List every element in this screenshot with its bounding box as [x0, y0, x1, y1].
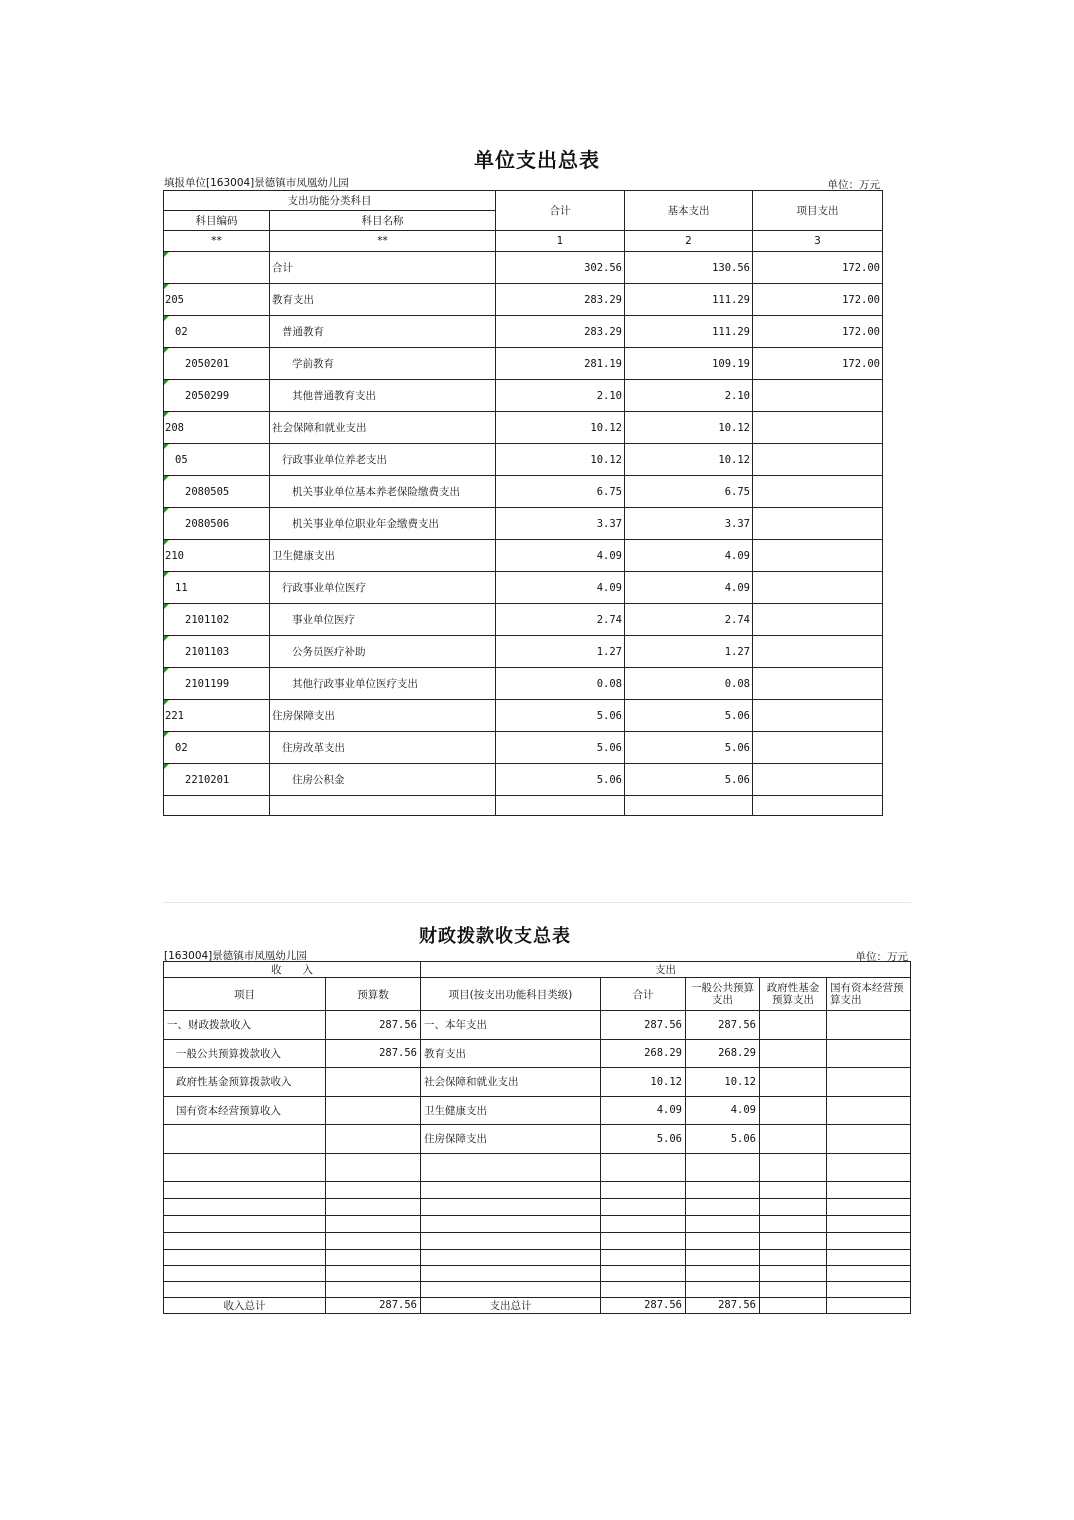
cell-income-amount [326, 1096, 421, 1125]
cell-empty [827, 1215, 911, 1232]
cell-fund [760, 1297, 827, 1313]
table-row-empty [164, 1265, 911, 1281]
cell-state [827, 1011, 911, 1040]
table-row [164, 668, 883, 700]
cell-income-amount [326, 1125, 421, 1154]
cell-code: 05 [164, 444, 270, 476]
cell-empty [760, 1281, 827, 1297]
cell-empty [326, 1153, 421, 1181]
table-row [164, 1039, 911, 1068]
table-row-empty [164, 1232, 911, 1249]
table-row-empty [164, 1249, 911, 1265]
header-general: 一般公共预算支出 [686, 978, 760, 1011]
cell-code: 2101103 [164, 636, 270, 668]
table-row [164, 284, 883, 316]
cell-empty [421, 1249, 601, 1265]
cell-state [827, 1068, 911, 1097]
expenditure-summary-table [163, 190, 883, 816]
cell-fund [760, 1068, 827, 1097]
cell-empty [753, 796, 883, 816]
cell-total: 4.09 [496, 572, 625, 604]
cell-name: 合计 [270, 252, 496, 284]
cell-fund [760, 1125, 827, 1154]
cell-income-item: 一、财政拨款收入 [164, 1011, 326, 1040]
table-row [164, 508, 883, 540]
cell-code: 11 [164, 572, 270, 604]
cell-empty [421, 1215, 601, 1232]
cell-basic: 2.74 [625, 604, 753, 636]
cell-basic: 0.08 [625, 668, 753, 700]
cell-empty [827, 1249, 911, 1265]
cell-project [753, 764, 883, 796]
header-basic: 基本支出 [625, 191, 753, 231]
cell-code: 2101199 [164, 668, 270, 700]
table-row [164, 412, 883, 444]
cell-empty [686, 1232, 760, 1249]
cell-total: 6.75 [496, 476, 625, 508]
table-row-empty [164, 1181, 911, 1198]
cell-empty [601, 1198, 686, 1215]
cell-empty [760, 1153, 827, 1181]
header-total-index: 1 [496, 231, 625, 252]
cell-expense-item: 社会保障和就业支出 [421, 1068, 601, 1097]
cell-empty [326, 1232, 421, 1249]
cell-empty [326, 1249, 421, 1265]
cell-name: 其他行政事业单位医疗支出 [270, 668, 496, 700]
cell-general: 4.09 [686, 1096, 760, 1125]
table-row [164, 572, 883, 604]
cell-project: 172.00 [753, 348, 883, 380]
cell-project [753, 444, 883, 476]
cell-empty [164, 1153, 326, 1181]
cell-project [753, 668, 883, 700]
cell-total: 2.74 [496, 604, 625, 636]
cell-basic: 4.09 [625, 572, 753, 604]
cell-empty [164, 1232, 326, 1249]
cell-basic: 4.09 [625, 540, 753, 572]
cell-total: 5.06 [496, 700, 625, 732]
header-category-group: 支出功能分类科目 [164, 191, 496, 211]
cell-basic: 1.27 [625, 636, 753, 668]
cell-basic: 130.56 [625, 252, 753, 284]
cell-total: 10.12 [601, 1068, 686, 1097]
cell-name: 住房保障支出 [270, 700, 496, 732]
cell-project [753, 700, 883, 732]
table-row [164, 540, 883, 572]
cell-total: 5.06 [601, 1125, 686, 1154]
table-row [164, 1096, 911, 1125]
cell-project [753, 540, 883, 572]
cell-empty [421, 1232, 601, 1249]
cell-state [827, 1125, 911, 1154]
cell-expense-item: 住房保障支出 [421, 1125, 601, 1154]
cell-basic: 10.12 [625, 412, 753, 444]
table1-unit-label: 单位：万元 [827, 179, 880, 191]
cell-empty [164, 1215, 326, 1232]
cell-income-amount: 287.56 [326, 1039, 421, 1068]
cell-total: 302.56 [496, 252, 625, 284]
table-footer-row [164, 1297, 911, 1313]
cell-name: 学前教育 [270, 348, 496, 380]
cell-total: 287.56 [601, 1297, 686, 1313]
cell-fund [760, 1096, 827, 1125]
cell-empty [601, 1265, 686, 1281]
cell-project [753, 380, 883, 412]
cell-total: 281.19 [496, 348, 625, 380]
cell-name: 住房公积金 [270, 764, 496, 796]
cell-empty [601, 1249, 686, 1265]
cell-income-amount [326, 1068, 421, 1097]
table-row-empty [164, 796, 883, 816]
cell-empty [496, 796, 625, 816]
header-code: 科目编码 [164, 211, 270, 231]
cell-income-item [164, 1125, 326, 1154]
cell-project [753, 572, 883, 604]
cell-empty [326, 1181, 421, 1198]
header-code-index: ** [164, 231, 270, 252]
cell-empty [760, 1215, 827, 1232]
cell-empty [827, 1153, 911, 1181]
cell-empty [421, 1281, 601, 1297]
cell-total: 1.27 [496, 636, 625, 668]
table-row [164, 700, 883, 732]
header-item: 项目 [164, 978, 326, 1011]
cell-name: 其他普通教育支出 [270, 380, 496, 412]
cell-general: 268.29 [686, 1039, 760, 1068]
cell-empty [827, 1232, 911, 1249]
cell-empty [421, 1153, 601, 1181]
table-row [164, 1068, 911, 1097]
cell-project [753, 508, 883, 540]
cell-code: 2080505 [164, 476, 270, 508]
cell-empty [326, 1215, 421, 1232]
cell-name: 行政事业单位养老支出 [270, 444, 496, 476]
cell-code: 210 [164, 540, 270, 572]
cell-income-total-label: 收入总计 [164, 1297, 326, 1313]
header-project-index: 3 [753, 231, 883, 252]
cell-income-item: 国有资本经营预算收入 [164, 1096, 326, 1125]
cell-general: 287.56 [686, 1011, 760, 1040]
cell-project: 172.00 [753, 284, 883, 316]
table1-title: 单位支出总表 [474, 148, 600, 172]
cell-empty [270, 796, 496, 816]
cell-empty [760, 1198, 827, 1215]
header-exp-item: 项目(按支出功能科目类级) [421, 978, 601, 1011]
cell-project: 172.00 [753, 252, 883, 284]
cell-total: 10.12 [496, 412, 625, 444]
header-expense: 支出 [421, 962, 911, 978]
cell-empty [686, 1265, 760, 1281]
table-row [164, 444, 883, 476]
table-row [164, 252, 883, 284]
cell-income-total: 287.56 [326, 1297, 421, 1313]
cell-fund [760, 1039, 827, 1068]
cell-basic: 5.06 [625, 700, 753, 732]
cell-empty [625, 796, 753, 816]
table-row-empty [164, 1198, 911, 1215]
cell-fund [760, 1011, 827, 1040]
cell-empty [326, 1281, 421, 1297]
cell-state [827, 1096, 911, 1125]
cell-total: 4.09 [496, 540, 625, 572]
cell-name: 教育支出 [270, 284, 496, 316]
cell-code: 02 [164, 732, 270, 764]
table-row [164, 380, 883, 412]
table-row [164, 476, 883, 508]
header-budget: 预算数 [326, 978, 421, 1011]
cell-total: 283.29 [496, 316, 625, 348]
table2-unit-label: 单位：万元 [855, 951, 908, 963]
table2-title: 财政拨款收支总表 [419, 926, 571, 947]
cell-state [827, 1297, 911, 1313]
cell-basic: 109.19 [625, 348, 753, 380]
cell-empty [760, 1181, 827, 1198]
cell-total: 283.29 [496, 284, 625, 316]
table-row [164, 764, 883, 796]
cell-basic: 3.37 [625, 508, 753, 540]
cell-code: 2050201 [164, 348, 270, 380]
header-name: 科目名称 [270, 211, 496, 231]
cell-basic: 5.06 [625, 764, 753, 796]
header-state: 国有资本经营预算支出 [827, 978, 911, 1011]
cell-total: 0.08 [496, 668, 625, 700]
cell-empty [601, 1215, 686, 1232]
cell-empty [164, 1249, 326, 1265]
cell-empty [827, 1181, 911, 1198]
cell-state [827, 1039, 911, 1068]
cell-empty [827, 1198, 911, 1215]
cell-name: 公务员医疗补助 [270, 636, 496, 668]
cell-project [753, 476, 883, 508]
cell-basic: 111.29 [625, 316, 753, 348]
table-row-empty [164, 1281, 911, 1297]
cell-income-item: 一般公共预算拨款收入 [164, 1039, 326, 1068]
cell-total: 4.09 [601, 1096, 686, 1125]
header-fund: 政府性基金预算支出 [760, 978, 827, 1011]
table-row [164, 732, 883, 764]
cell-code: 208 [164, 412, 270, 444]
cell-expense-total-label: 支出总计 [421, 1297, 601, 1313]
table-row-empty [164, 1215, 911, 1232]
cell-code: 221 [164, 700, 270, 732]
cell-empty [601, 1181, 686, 1198]
cell-code: 2101102 [164, 604, 270, 636]
cell-empty [164, 796, 270, 816]
cell-name: 住房改革支出 [270, 732, 496, 764]
cell-empty [760, 1232, 827, 1249]
table-row [164, 1011, 911, 1040]
table-row [164, 636, 883, 668]
table2-unit-name: [163004]景德镇市凤凰幼儿园 [164, 950, 307, 962]
cell-expense-item: 卫生健康支出 [421, 1096, 601, 1125]
cell-basic: 2.10 [625, 380, 753, 412]
table-row [164, 348, 883, 380]
cell-total: 268.29 [601, 1039, 686, 1068]
table-row [164, 316, 883, 348]
cell-general: 287.56 [686, 1297, 760, 1313]
cell-code: 205 [164, 284, 270, 316]
cell-name: 普通教育 [270, 316, 496, 348]
cell-empty [164, 1265, 326, 1281]
cell-empty [686, 1249, 760, 1265]
table-row-empty [164, 1153, 911, 1181]
fiscal-appropriation-table [163, 961, 911, 1314]
cell-empty [164, 1198, 326, 1215]
cell-empty [686, 1181, 760, 1198]
cell-name: 卫生健康支出 [270, 540, 496, 572]
cell-name: 机关事业单位基本养老保险缴费支出 [270, 476, 496, 508]
cell-empty [686, 1281, 760, 1297]
cell-basic: 111.29 [625, 284, 753, 316]
header-total: 合计 [496, 191, 625, 231]
cell-code [164, 252, 270, 284]
cell-code: 2050299 [164, 380, 270, 412]
cell-income-amount: 287.56 [326, 1011, 421, 1040]
cell-empty [827, 1281, 911, 1297]
table-row [164, 1125, 911, 1154]
cell-basic: 5.06 [625, 732, 753, 764]
table-row [164, 604, 883, 636]
cell-code: 2210201 [164, 764, 270, 796]
table1-filler-unit: 填报单位[163004]景德镇市凤凰幼儿园 [164, 177, 349, 189]
cell-expense-item: 教育支出 [421, 1039, 601, 1068]
cell-project [753, 732, 883, 764]
cell-empty [686, 1215, 760, 1232]
cell-empty [686, 1198, 760, 1215]
cell-total: 287.56 [601, 1011, 686, 1040]
cell-empty [601, 1281, 686, 1297]
cell-name: 行政事业单位医疗 [270, 572, 496, 604]
cell-code: 2080506 [164, 508, 270, 540]
cell-name: 事业单位医疗 [270, 604, 496, 636]
cell-empty [686, 1153, 760, 1181]
cell-project [753, 604, 883, 636]
cell-general: 10.12 [686, 1068, 760, 1097]
cell-empty [421, 1265, 601, 1281]
cell-empty [421, 1198, 601, 1215]
cell-empty [601, 1153, 686, 1181]
cell-total: 10.12 [496, 444, 625, 476]
cell-project: 172.00 [753, 316, 883, 348]
header-income: 收 入 [164, 962, 421, 978]
cell-empty [601, 1232, 686, 1249]
cell-empty [164, 1281, 326, 1297]
header-total: 合计 [601, 978, 686, 1011]
header-project: 项目支出 [753, 191, 883, 231]
cell-general: 5.06 [686, 1125, 760, 1154]
cell-empty [760, 1249, 827, 1265]
header-basic-index: 2 [625, 231, 753, 252]
cell-empty [326, 1265, 421, 1281]
divider [163, 902, 911, 903]
cell-total: 5.06 [496, 764, 625, 796]
cell-expense-item: 一、本年支出 [421, 1011, 601, 1040]
cell-project [753, 412, 883, 444]
cell-total: 3.37 [496, 508, 625, 540]
cell-empty [326, 1198, 421, 1215]
cell-empty [421, 1181, 601, 1198]
cell-total: 5.06 [496, 732, 625, 764]
cell-empty [827, 1265, 911, 1281]
cell-project [753, 636, 883, 668]
cell-code: 02 [164, 316, 270, 348]
cell-name: 机关事业单位职业年金缴费支出 [270, 508, 496, 540]
cell-name: 社会保障和就业支出 [270, 412, 496, 444]
cell-income-item: 政府性基金预算拨款收入 [164, 1068, 326, 1097]
cell-empty [164, 1181, 326, 1198]
header-name-index: ** [270, 231, 496, 252]
cell-empty [760, 1265, 827, 1281]
cell-basic: 10.12 [625, 444, 753, 476]
cell-total: 2.10 [496, 380, 625, 412]
cell-basic: 6.75 [625, 476, 753, 508]
